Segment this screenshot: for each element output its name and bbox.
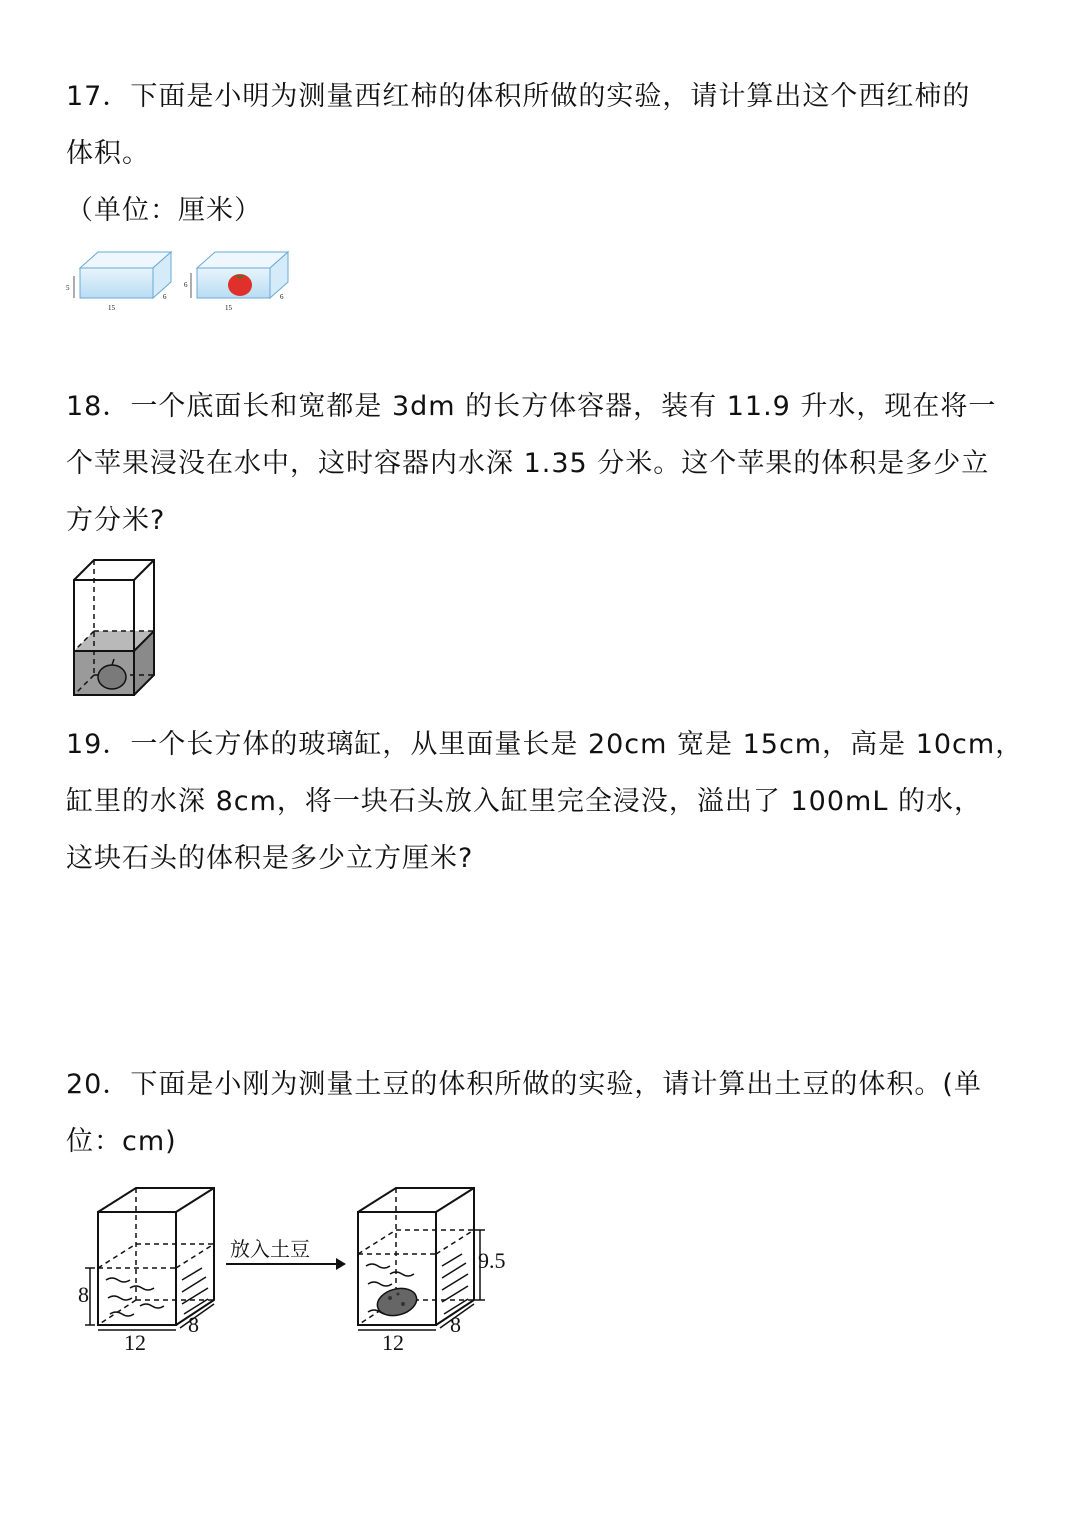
q20-fig2-length: 12 (382, 1330, 404, 1355)
q18-line1: 18．一个底面长和宽都是 3dm 的长方体容器，装有 11.9 升水，现在将一 (66, 391, 997, 422)
question-18 (66, 378, 1026, 549)
q20-fig2-width: 8 (450, 1312, 461, 1337)
q20-line2: 位：cm) (66, 1126, 177, 1157)
q20-arrow-label: 放入土豆 (230, 1237, 310, 1261)
q17-fig2-width: 6 (280, 293, 284, 301)
q17-fig1-width: 6 (163, 293, 167, 301)
q17-unit: （单位：厘米） (66, 195, 262, 226)
q17-fig1-height: 5 (66, 284, 70, 292)
q20-fig2-height: 9.5 (478, 1248, 506, 1273)
q18-line3: 方分米? (66, 505, 166, 536)
q17-fig2-length: 15 (225, 304, 232, 312)
q20-line1: 20．下面是小刚为测量土豆的体积所做的实验，请计算出土豆的体积。(单 (66, 1069, 982, 1100)
q17-line2: 体积。 (66, 138, 150, 169)
q20-container-after (358, 1188, 506, 1355)
potato-icon (374, 1284, 419, 1319)
q17-line1: 17．下面是小明为测量西红柿的体积所做的实验，请计算出这个西红柿的 (66, 81, 971, 112)
q19-line1: 19．一个长方体的玻璃缸，从里面量长是 20cm 宽是 15cm，高是 10cm， (66, 729, 1024, 760)
q19-line2: 缸里的水深 8cm，将一块石头放入缸里完全浸没，溢出了 100mL 的水， (66, 786, 982, 817)
q17-fig1-length: 15 (108, 304, 115, 312)
q20-fig1-width: 8 (188, 1312, 199, 1337)
q20-container-before (78, 1188, 214, 1355)
q20-fig1-length: 12 (124, 1330, 146, 1355)
q20-figure (70, 1180, 530, 1360)
question-20 (66, 1056, 1026, 1170)
q20-arrow (226, 1237, 346, 1270)
q19-line3: 这块石头的体积是多少立方厘米? (66, 843, 474, 874)
q17-figure (60, 240, 300, 320)
question-19 (66, 716, 1026, 887)
q17-container-before (66, 252, 171, 312)
q17-container-after (184, 252, 288, 312)
q20-fig1-height: 8 (78, 1282, 89, 1307)
q18-figure (70, 555, 162, 700)
q17-fig2-height: 6 (184, 281, 188, 289)
question-17 (66, 68, 1026, 239)
q18-line2: 个苹果浸没在水中，这时容器内水深 1.35 分米。这个苹果的体积是多少立 (66, 448, 990, 479)
